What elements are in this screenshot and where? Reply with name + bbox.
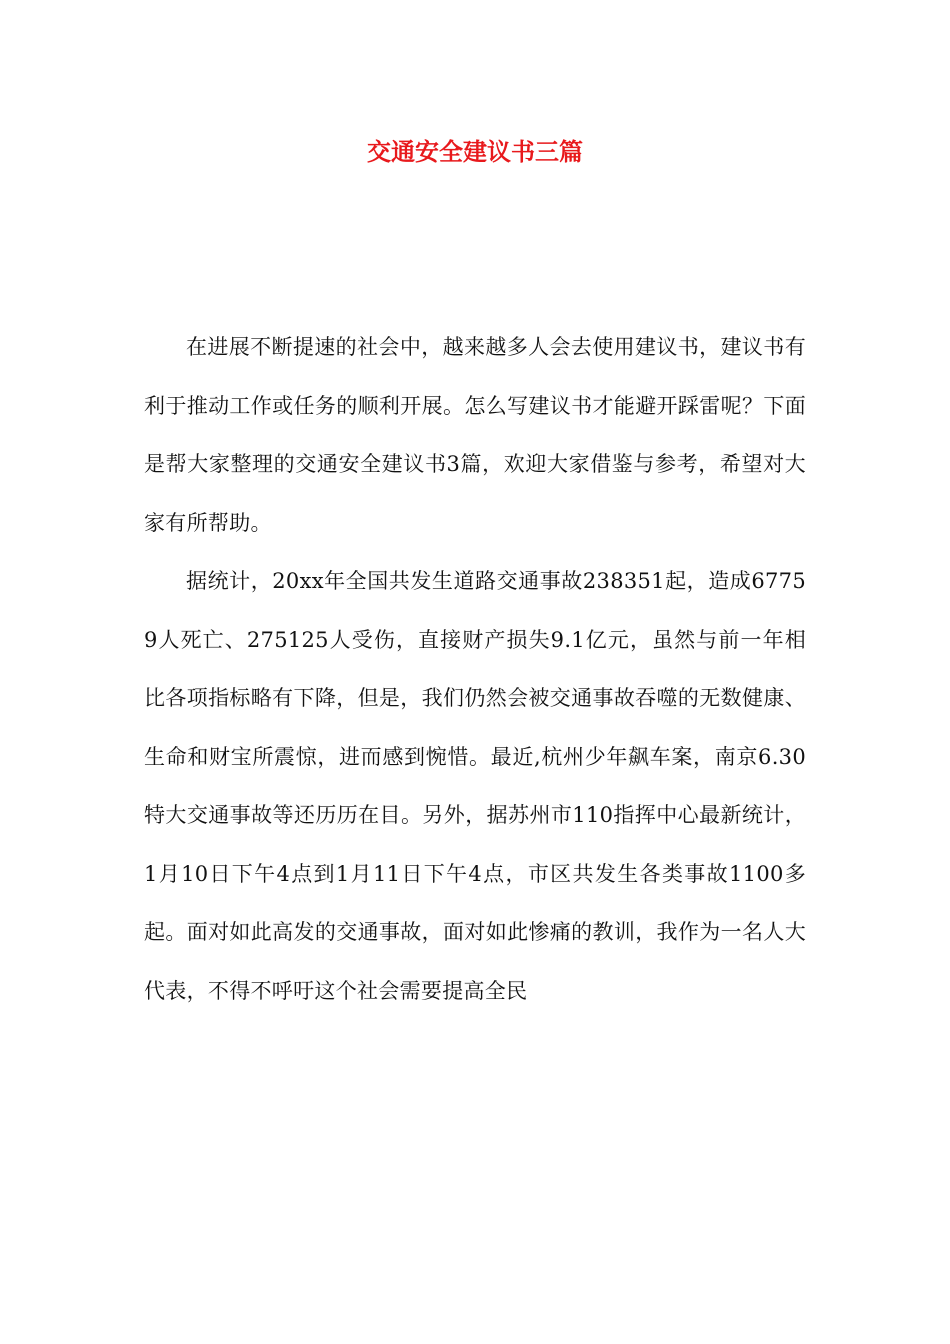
paragraph-intro: 在进展不断提速的社会中，越来越多人会去使用建议书，建议书有利于推动工作或任务的顺利开展。怎么写建议书才能避开踩雷呢？下面是帮大家整理的交通安全建议书3篇，欢迎大家借鉴与参考，希望对大家有所帮助。 xyxy=(144,335,806,535)
document-title: 交通安全建议书三篇 xyxy=(367,138,583,166)
document-body xyxy=(144,318,806,1020)
paragraph-statistics: 据统计，20xx年全国共发生道路交通事故238351起，造成67759人死亡、275125人受伤，直接财产损失9.1亿元，虽然与前一年相比各项指标略有下降，但是，我们仍然会被交通事故吞噬的无数健康、生命和财宝所震惊，进而感到惋惜。最近,杭州少年飙车案，南京6.30特大交通事故等还历历在目。另外，据苏州市110指挥中心最新统计，1月10日下午4点到1月11日下午4点，市区共发生各类事故1100多起。面对如此高发的交通事故，面对如此惨痛的教训，我作为一名人大代表，不得不呼吁这个社会需要提高全民 xyxy=(144,569,806,1003)
